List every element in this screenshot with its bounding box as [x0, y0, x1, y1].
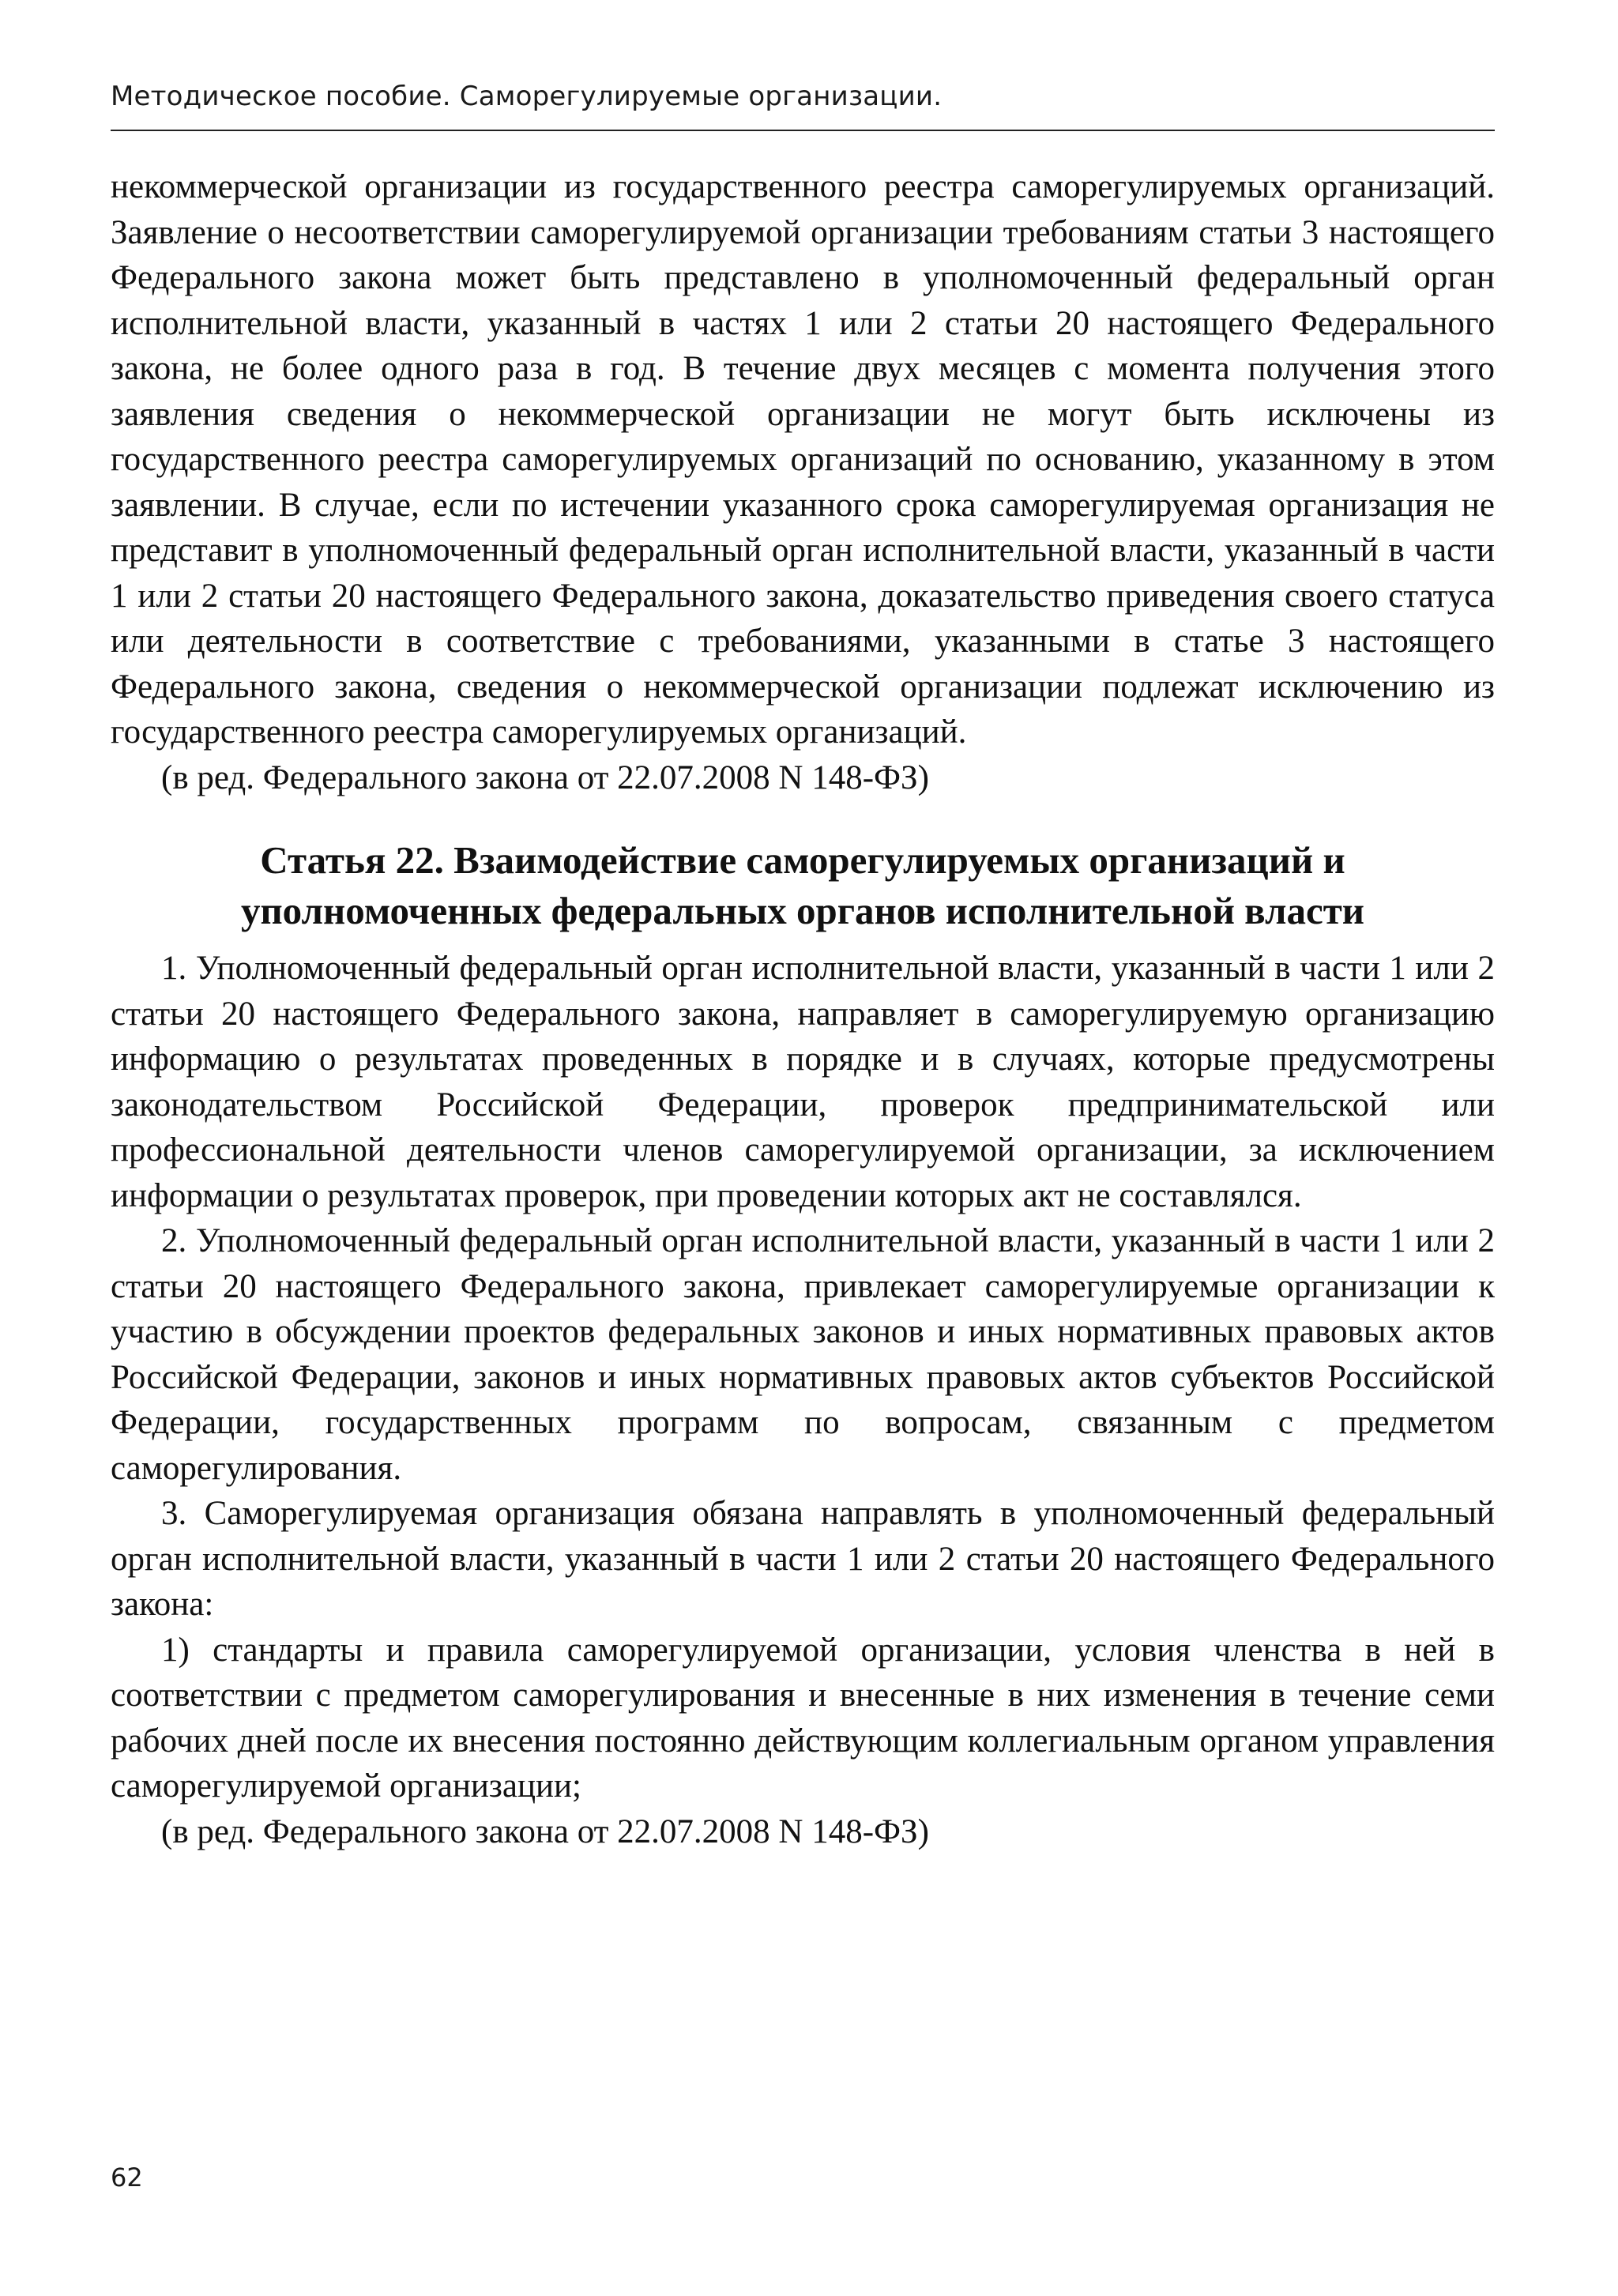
- amendment-note: (в ред. Федерального закона от 22.07.2008 N 148-ФЗ): [161, 758, 929, 796]
- header-divider: [111, 130, 1495, 131]
- amendment-note: (в ред. Федерального закона от 22.07.2008 N 148-ФЗ): [161, 1812, 929, 1850]
- article-list-item-1: 1) стандарты и правила саморегулируемой организации, условия членства в ней в соответствии с предметом саморегулирования и внесенные в них изменения в течение семи рабочих дней после их внесения постоянно действующим коллегиальным органом управления саморегулируемой организации;: [111, 1631, 1495, 1805]
- running-header: Методическое пособие. Саморегулируемые организации.: [111, 81, 943, 112]
- article-heading: [111, 835, 1495, 936]
- article-heading-line: Статья 22. Взаимодействие саморегулируемых организаций и: [260, 838, 1345, 882]
- continuation-paragraph: некоммерческой организации из государственного реестра саморегулируемых организаций. Заявление о несоответствии саморегулируемой организации требованиям статьи 3 настоящего Федерального закона может быть представлено в уполномоченный федеральный орган исполнительной власти, указанный в частях 1 или 2 статьи 20 настоящего Федерального закона, не более одного раза в год. В течение двух месяцев с момента получения этого заявления сведения о некоммерческой организации не могут быть исключены из государственного реестра саморегулируемых организаций по основанию, указанному в этом заявлении. В случае, если по истечении указанного срока саморегулируемая организация не представит в уполномоченный федеральный орган исполнительной власти, указанный в части 1 или 2 статьи 20 настоящего Федерального закона, доказательство приведения своего статуса или деятельности в соответствие с требованиями, указанными в статье 3 настоящего Федерального закона, сведения о некоммерческой организации подлежат исключению из государственного реестра саморегулируемых организаций.: [111, 168, 1495, 751]
- page-number: 62: [111, 2162, 143, 2192]
- article-heading-line: уполномоченных федеральных органов исполнительной власти: [240, 889, 1365, 932]
- article-paragraph-3: 3. Саморегулируемая организация обязана направлять в уполномоченный федеральный орган исполнительной власти, указанный в части 1 или 2 статьи 20 настоящего Федерального закона:: [111, 1495, 1495, 1623]
- document-body: [111, 164, 1495, 1854]
- article-paragraph-2: 2. Уполномоченный федеральный орган исполнительной власти, указанный в части 1 или 2 статьи 20 настоящего Федерального закона, привлекает саморегулируемые организации к участию в обсуждении проектов федеральных законов и иных нормативных правовых актов Российской Федерации, законов и иных нормативных правовых актов субъектов Российской Федерации, государственных программ по вопросам, связанным с предметом саморегулирования.: [111, 1222, 1495, 1487]
- article-paragraph-1: 1. Уполномоченный федеральный орган исполнительной власти, указанный в части 1 или 2 статьи 20 настоящего Федерального закона, направляет в саморегулируемую организацию информацию о результатах проведенных в порядке и в случаях, которые предусмотрены законодательством Российской Федерации, проверок предпринимательской или профессиональной деятельности членов саморегулируемой организации, за исключением информации о результатах проверок, при проведении которых акт не составлялся.: [111, 950, 1495, 1214]
